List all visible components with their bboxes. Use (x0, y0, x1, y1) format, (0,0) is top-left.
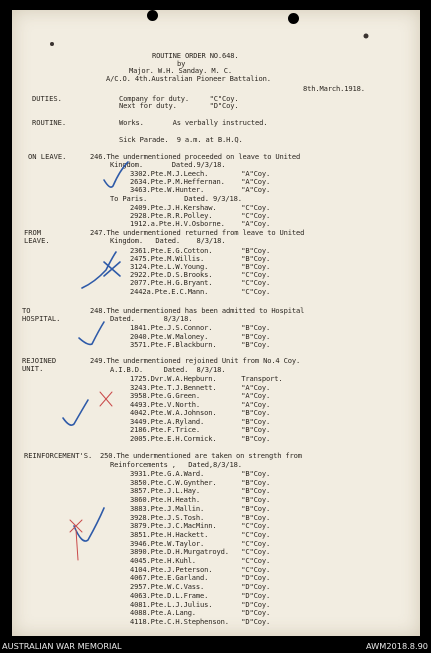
list-item: 3931.Pte.G.A.Ward. "B"Coy. (130, 469, 271, 478)
order-by: by (177, 59, 186, 68)
section-label-duties: DUTIES. (32, 94, 62, 103)
list-item: 3958.Pte.G.Green. "A"Coy. (130, 391, 271, 400)
section-label-routine: ROUTINE. (32, 118, 67, 127)
list-item: 3571.Pte.F.Blackburn. "B"Coy. (130, 340, 271, 349)
duties-line: Company for duty. "C"Coy. (119, 94, 239, 103)
list-item: 4042.Pte.W.A.Johnson. "B"Coy. (130, 408, 271, 417)
ink-tick-mark (63, 400, 88, 425)
list-item: 3946.Pte.W.Taylor. "C"Coy. (130, 538, 271, 548)
list-item: 3124.Pte.L.W.Young. "B"Coy. (130, 262, 271, 271)
list-item: 3302.Pte.M.J.Leech. "A"Coy. (130, 169, 271, 178)
ink-tick-mark (79, 322, 104, 344)
list-item: 3883.Pte.J.Mallin. "B"Coy. (130, 503, 271, 513)
section-heading: A.I.B.D. Dated. 8/3/18. (110, 365, 226, 374)
section-heading: Dated. 8/3/18. (110, 314, 193, 323)
section-heading: 247.The undermentioned returned from leave to United (90, 228, 305, 237)
list-item: 2922.Pte.D.S.Brooks. "C"Coy. (130, 270, 271, 279)
list-item: 2361.Pte.E.G.Cotton. "B"Coy. (130, 246, 271, 255)
footer-credit: AUSTRALIAN WAR MEMORIAL (2, 641, 122, 651)
section-heading: 248.The undermentioned has been admitted to Hospital (90, 306, 305, 315)
order-author: Major. W.H. Sanday. M. C. (129, 66, 233, 75)
ink-blot (364, 34, 369, 39)
duties-line: Next for duty. "D"Coy. (119, 101, 239, 110)
section-label-rejoined: REJOINED (22, 356, 57, 365)
ink-tick-mark (104, 162, 128, 187)
order-unit: A/C.O. 4th.Australian Pioneer Battalion. (106, 74, 271, 83)
list-item: 2040.Pte.W.Maloney. "B"Coy. (130, 332, 271, 341)
list-item: 3243.Pte.T.J.Bennett. "A"Coy. (130, 383, 271, 392)
list-item: 2634.Pte.P.M.Heffernan. "A"Coy. (130, 177, 271, 186)
section-heading: 250.The undermentioned are taken on strength from (100, 451, 302, 460)
list-item: 1725.Dvr.W.A.Hepburn. Transport. (130, 374, 283, 383)
list-item: 2475.Pte.M.Willis. "B"Coy. (130, 254, 271, 263)
footer-accession-number: AWM2018.8.90 (366, 641, 428, 651)
section-heading: Kingdom. Dated. 8/3/18. (110, 236, 226, 245)
list-item: 4493.Pte.V.North. "A"Coy. (130, 400, 271, 409)
ink-tick-mark (74, 508, 104, 541)
section-label-on-leave: ON LEAVE. (28, 152, 67, 161)
list-item: 4067.Pte.E.Garland. "D"Coy. (130, 573, 271, 583)
list-item: 4088.Pte.A.Lang. "D"Coy. (130, 608, 271, 618)
section-label-reinforcements: REINFORCEMENT'S. (24, 451, 93, 460)
routine-line: Sick Parade. 9 a.m. at B.H.Q. (119, 135, 243, 144)
section-heading: Reinforcements , Dated,8/3/18. (110, 460, 242, 469)
list-item: 3890.Pte.D.H.Murgatroyd. "C"Coy. (130, 547, 271, 557)
list-item: 3879.Pte.J.C.MacMinn. "C"Coy. (130, 521, 271, 531)
list-item: 3860.Pte.H.Heath. "B"Coy. (130, 495, 271, 505)
section-label-from-leave: LEAVE. (24, 236, 50, 245)
routine-line: Works. As verbally instructed. (119, 118, 268, 127)
list-item: 2186.Pte.F.Trice. "B"Coy. (130, 425, 271, 434)
list-item: 2957.Pte.W.C.Vass. "D"Coy. (130, 582, 271, 592)
section-subheading: To Paris. Dated. 9/3/18. (110, 194, 242, 203)
list-item: 2409.Pte.J.H.Kershaw. "C"Coy. (130, 203, 271, 212)
list-item: 3857.Pte.J.L.Hay. "B"Coy. (130, 486, 271, 496)
list-item: 2928.Pte.R.R.Polley. "C"Coy. (130, 211, 271, 220)
order-date: 8th.March.1918. (303, 84, 365, 93)
pencil-cross-mark (100, 392, 112, 406)
section-heading: Kingdom. Dated.9/3/18. (110, 160, 226, 169)
list-item: 2442a.Pte.E.C.Mann. "C"Coy. (130, 287, 271, 296)
section-label-hospital: TO (22, 306, 31, 315)
section-heading: 246.The undermentioned proceeded on leave to United (90, 152, 301, 161)
list-item: 3850.Pte.C.W.Gynther. "B"Coy. (130, 477, 271, 487)
section-label-hospital: HOSPITAL. (22, 314, 61, 323)
list-item: 1912.a.Pte.H.V.Osborne. "A"Coy. (130, 219, 271, 228)
list-item: 4045.Pte.H.Kuhl. "C"Coy. (130, 556, 271, 565)
list-item: 2077.Pte.H.G.Bryant. "C"Coy. (130, 278, 271, 287)
section-heading: 249.The undermentioned rejoined Unit from No.4 Coy. (90, 356, 301, 365)
order-title: ROUTINE ORDER NO.648. (152, 51, 239, 60)
list-item: 4104.Pte.J.Peterson. "C"Coy. (130, 564, 271, 574)
section-label-from-leave: FROM (24, 228, 42, 237)
list-item: 4063.Pte.D.L.Frame. "D"Coy. (130, 590, 271, 600)
ink-blot (50, 42, 54, 46)
section-label-rejoined: UNIT. (22, 364, 44, 373)
list-item: 1841.Pte.J.S.Connor. "B"Coy. (130, 323, 271, 332)
list-item: 3928.Pte.J.S.Tosh. "B"Coy. (130, 512, 271, 522)
list-item: 3449.Pte.A.Ryland. "B"Coy. (130, 417, 271, 426)
list-item: 4081.Pte.L.J.Julius. "D"Coy. (130, 599, 271, 609)
list-item: 3851.Pte.H.Hackett. "C"Coy. (130, 529, 271, 539)
footer-bar (0, 639, 431, 653)
list-item: 3463.Pte.W.Hunter. "A"Coy. (130, 185, 271, 194)
list-item: 4118.Pte.C.H.Stephenson. "D"Coy. (130, 616, 271, 626)
list-item: 2005.Pte.E.H.Cormick. "B"Coy. (130, 434, 271, 443)
